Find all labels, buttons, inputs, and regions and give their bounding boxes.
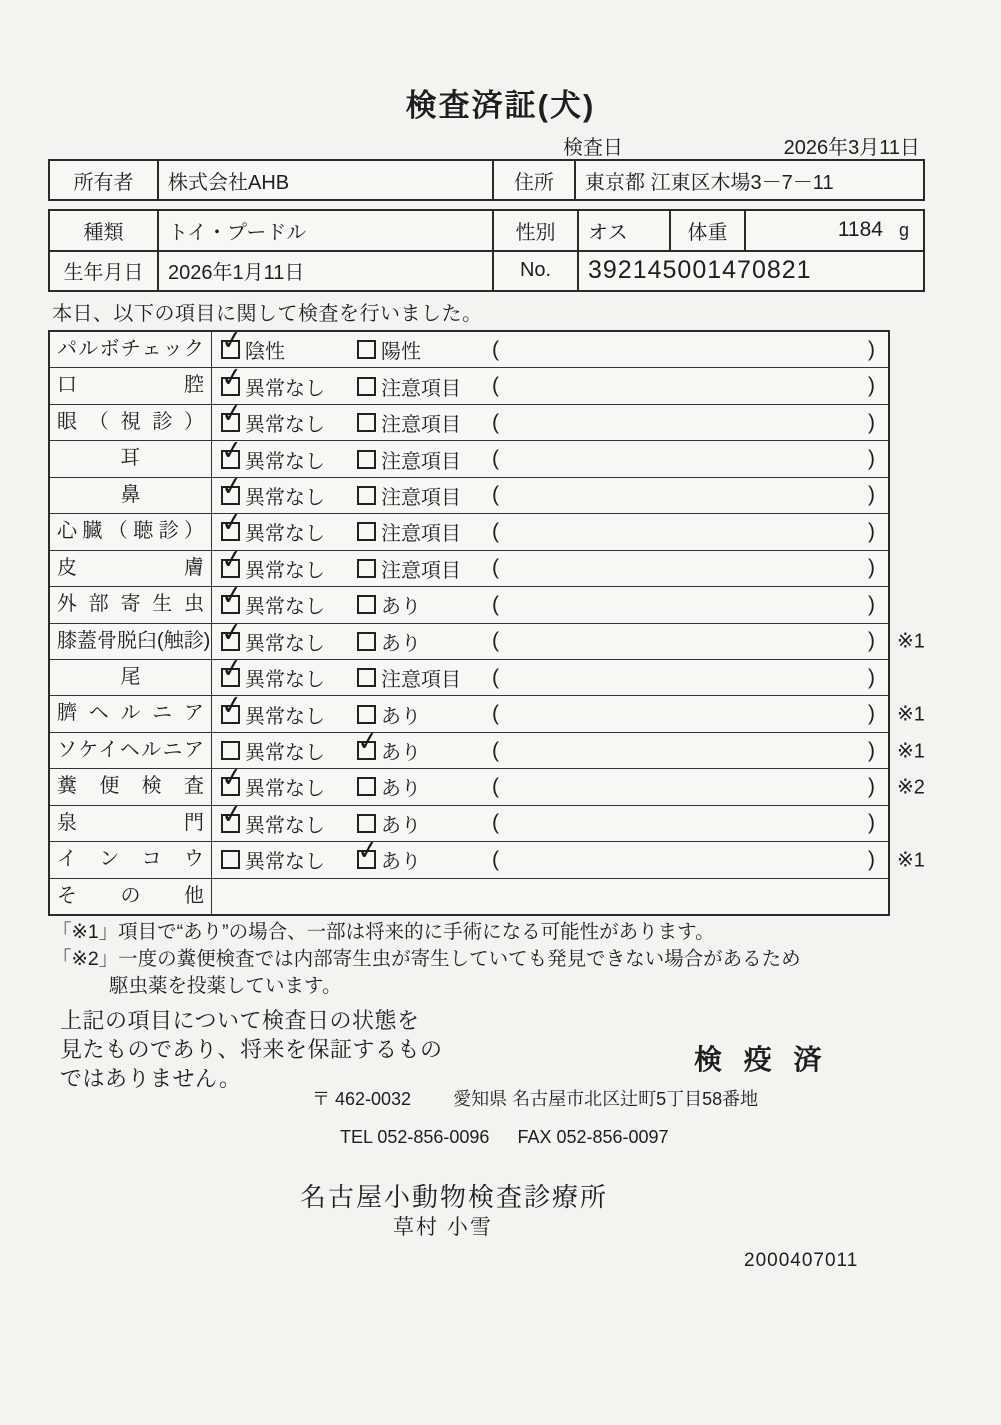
option-2-label: 注意項目: [381, 669, 461, 692]
checkbox-icon: [219, 469, 245, 505]
no-value: 392145001470821: [577, 252, 923, 291]
checklist-item-label: ソケイヘルニア: [50, 733, 212, 768]
option-2: [357, 445, 461, 474]
footnote-mark: ※1: [897, 630, 925, 653]
paren-open: (: [492, 702, 499, 726]
paren-close: ): [868, 519, 875, 543]
option-1-label: 異常なし: [245, 778, 325, 801]
owner-label: 所有者: [73, 171, 134, 194]
paren-open: (: [492, 337, 499, 361]
checklist-options: [212, 396, 888, 440]
option-1: [219, 797, 357, 838]
checkbox-icon: [219, 433, 245, 469]
checkmark-icon: ✓: [219, 323, 245, 357]
checkbox-icon: [357, 450, 376, 469]
paren-open: (: [492, 556, 499, 580]
paren-close: ): [868, 738, 875, 762]
checkbox-icon: [355, 724, 381, 760]
option-1: [219, 578, 357, 619]
checklist-options: [212, 578, 888, 622]
checklist-row: [50, 833, 925, 877]
option-1-label: 異常なし: [245, 486, 325, 509]
option-2-label: 陽性: [381, 341, 421, 364]
paren-close: ): [868, 592, 875, 616]
postal-code: 〒 462-0032: [312, 1089, 412, 1109]
option-1: [219, 761, 357, 801]
checkbox-icon: [357, 777, 376, 796]
paren-open: (: [492, 447, 499, 471]
option-1: [219, 433, 357, 474]
option-2-label: あり: [381, 632, 421, 655]
option-2-label: 注意項目: [381, 377, 461, 400]
checkbox-icon: [219, 360, 245, 396]
option-1-label: 異常なし: [245, 742, 325, 765]
checklist-row: [50, 724, 925, 768]
checklist-row: [50, 878, 888, 914]
checklist-row: [50, 797, 888, 841]
option-1-label: 異常なし: [245, 377, 325, 400]
checkbox-icon: [357, 486, 376, 505]
paren-open: (: [492, 847, 499, 871]
checkmark-icon: ✓: [219, 651, 245, 685]
checklist-row: [50, 433, 888, 476]
checkmark-icon: ✓: [219, 761, 245, 794]
checklist-options: [212, 688, 888, 731]
checklist-item-label: 口腔: [50, 368, 212, 403]
footnote-mark: ※2: [897, 776, 925, 799]
option-1-label: 異常なし: [245, 414, 325, 437]
checkbox-icon: [219, 797, 245, 833]
birth-row: [50, 250, 923, 291]
footnotes: [52, 919, 801, 1000]
checkbox-icon: [221, 850, 240, 869]
checkmark-icon: ✓: [219, 360, 245, 394]
option-2-label: 注意項目: [381, 523, 461, 546]
option-1: [219, 688, 357, 729]
checklist-item-label: 臍ヘルニア: [50, 696, 212, 731]
option-1: [219, 323, 357, 364]
option-2: [357, 372, 461, 401]
paren-open: (: [492, 774, 499, 798]
checkbox-icon: [219, 615, 245, 651]
checkmark-icon: ✓: [219, 797, 245, 831]
no-label: No.: [492, 252, 577, 291]
option-2: [357, 590, 421, 619]
checklist-options: [212, 433, 888, 476]
checkbox-icon: [357, 377, 376, 396]
weight-cell: [744, 211, 923, 250]
disclaimer-line-1: 上記の項目について検査日の状態を: [60, 1008, 420, 1033]
checkbox-icon: [219, 651, 245, 687]
address-value: 東京都 江東区木場3－7－11: [574, 161, 923, 199]
veterinarian-name: 草村 小雪: [393, 1216, 493, 1239]
option-1-label: 異常なし: [245, 814, 325, 837]
option-2: [357, 517, 461, 546]
checkbox-icon: [219, 578, 245, 614]
option-2: [355, 724, 421, 765]
checklist-row: [50, 615, 925, 659]
option-1: [219, 615, 357, 656]
option-1: [219, 396, 357, 437]
option-1: [219, 469, 357, 510]
clinic-address: 愛知県 名古屋市北区辻町5丁目58番地: [453, 1089, 759, 1109]
paren-open: (: [492, 629, 499, 653]
paren-open: (: [492, 410, 499, 434]
option-1: [219, 506, 357, 546]
paren-close: ): [868, 410, 875, 434]
paren-close: ): [868, 702, 875, 726]
checkbox-icon: [219, 542, 245, 578]
breed-value: トイ・プードル: [157, 211, 492, 250]
paren-open: (: [492, 738, 499, 762]
paren-close: ): [868, 556, 875, 580]
option-2: [357, 627, 421, 656]
checkbox-icon: [219, 323, 245, 359]
option-2: [355, 833, 421, 874]
animal-table: [48, 209, 925, 292]
disclaimer-line-3: ではありません。: [60, 1066, 242, 1091]
owner-row: [50, 161, 923, 199]
option-1-label: 異常なし: [245, 450, 325, 473]
paren-close: ): [868, 447, 875, 471]
checkbox-icon: [357, 559, 376, 578]
checkmark-icon: ✓: [355, 833, 381, 867]
checklist-row: [50, 360, 888, 403]
paren-close: ): [868, 483, 875, 507]
checklist-item-label: 尾: [50, 660, 212, 695]
checklist-item-label: インコウ: [50, 842, 212, 877]
checkbox-icon: [219, 506, 245, 541]
clinic-name: 名古屋小動物検査診療所: [300, 1182, 609, 1212]
footnote-mark: ※1: [897, 740, 925, 763]
checkmark-icon: ✓: [219, 433, 245, 466]
checkbox-icon: [357, 632, 376, 651]
checkmark-icon: ✓: [219, 542, 245, 576]
checkbox-icon: [221, 741, 240, 760]
clinic-contact-row: [340, 1127, 669, 1148]
option-2: [357, 481, 461, 510]
checkbox-icon: [357, 595, 376, 614]
footnote-mark: ※1: [897, 703, 925, 726]
checklist-row: [50, 542, 888, 586]
option-2-label: 注意項目: [381, 414, 461, 437]
option-1-label: 異常なし: [245, 851, 325, 874]
paren-close: ): [868, 629, 875, 653]
weight-label: 体重: [669, 211, 744, 250]
birth-value: 2026年1月11日: [157, 252, 492, 291]
inspection-date-value: 2026年3月11日: [783, 137, 920, 159]
checklist-options: [212, 879, 888, 914]
option-2: [357, 663, 461, 692]
checkbox-icon: [357, 668, 376, 687]
option-1-label: 異常なし: [245, 596, 325, 619]
option-2-label: あり: [381, 851, 421, 874]
checkbox-icon: [219, 688, 245, 724]
checklist-row: [50, 761, 925, 804]
paren-close: ): [868, 847, 875, 871]
checklist-row: [50, 578, 888, 622]
option-2-label: あり: [381, 742, 421, 765]
checklist-options: [212, 506, 888, 549]
checklist-options: [212, 615, 888, 659]
checkbox-icon: [357, 814, 376, 833]
paren-open: (: [492, 592, 499, 616]
checklist-row: [50, 651, 888, 695]
checkbox-icon: [357, 413, 376, 432]
checklist-item-label: 外部寄生虫: [50, 587, 212, 622]
owner-name: 株式会社AHB: [157, 161, 492, 199]
option-2: [357, 408, 461, 437]
clinic-fax: FAX 052-856-0097: [517, 1127, 669, 1147]
option-2-label: あり: [381, 596, 421, 619]
option-2-label: 注意項目: [381, 450, 461, 473]
clinic-address-row: [312, 1085, 758, 1111]
disclaimer-line-2: 見たものであり、将来を保証するもの: [60, 1037, 443, 1062]
option-2-label: あり: [381, 705, 421, 728]
option-2: [357, 772, 421, 801]
paren-close: ): [868, 665, 875, 689]
checklist-item-label: 鼻: [50, 478, 212, 513]
checkmark-icon: ✓: [219, 506, 245, 539]
option-1-label: 異常なし: [245, 669, 325, 692]
weight-value: 1184: [837, 218, 883, 242]
paren-open: (: [492, 483, 499, 507]
page-title: 検査済証(犬): [405, 88, 596, 123]
checkbox-icon: [355, 833, 381, 869]
checklist-options: [212, 833, 888, 877]
checklist-item-label: 皮膚: [50, 551, 212, 586]
breed-row: [50, 211, 923, 250]
checklist-table: [48, 323, 925, 916]
paren-open: (: [492, 519, 499, 543]
checklist-row: [50, 396, 888, 440]
option-1: [219, 360, 357, 401]
checklist-item-label: 糞便検査: [50, 769, 212, 804]
checklist-item-label: 心臓（聴診）: [50, 514, 212, 549]
checkmark-icon: ✓: [219, 615, 245, 649]
option-1: [221, 845, 357, 874]
checkbox-icon: [219, 396, 245, 432]
serial-number: 2000407011: [744, 1250, 859, 1271]
option-1-label: 異常なし: [245, 632, 325, 655]
footnote-2-continued: 駆虫薬を投薬しています。: [109, 975, 342, 997]
option-2-label: 注意項目: [381, 486, 461, 509]
paren-close: ): [868, 774, 875, 798]
option-1-label: 陰性: [245, 341, 285, 364]
checkmark-icon: ✓: [355, 724, 381, 758]
checkmark-icon: ✓: [219, 469, 245, 503]
checklist-row: [50, 469, 888, 513]
address-label: 住所: [492, 161, 574, 199]
checklist-options: [212, 724, 888, 768]
option-1: [221, 736, 357, 765]
checkbox-icon: [357, 522, 376, 541]
checklist-row: [50, 323, 888, 367]
checklist-item-label: 泉門: [50, 806, 212, 841]
checkmark-icon: ✓: [219, 396, 245, 430]
birth-label: 生年月日: [63, 262, 144, 285]
footnote-mark: ※1: [897, 849, 925, 872]
paren-open: (: [492, 811, 499, 835]
footnote-1: 「※1」項目で“あり”の場合、一部は将来的に手術になる可能性があります。: [52, 921, 715, 943]
sex-label: 性別: [492, 211, 577, 250]
checkmark-icon: ✓: [219, 688, 245, 721]
checklist-item-label: 耳: [50, 441, 212, 476]
checklist-options: [212, 469, 888, 513]
option-1: [219, 651, 357, 692]
breed-label: 種類: [83, 221, 124, 244]
checkbox-icon: [357, 340, 376, 359]
footnote-2: 「※2」一度の糞便検査では内部寄生虫が寄生していても発見できない場合があるため: [52, 948, 801, 970]
checklist-options: [212, 360, 888, 403]
paren-open: (: [492, 374, 499, 398]
clinic-tel: TEL 052-856-0096: [340, 1127, 490, 1147]
option-1-label: 異常なし: [245, 559, 325, 582]
paren-close: ): [868, 374, 875, 398]
checklist-options: [212, 761, 888, 804]
checklist-item-label: その他: [50, 879, 212, 914]
sex-value: オス: [577, 211, 669, 250]
checkbox-icon: [357, 705, 376, 724]
checklist-options: [212, 542, 888, 586]
option-2-label: あり: [381, 778, 421, 801]
checklist-row: [50, 506, 888, 549]
option-1-label: 異常なし: [245, 705, 325, 728]
checklist-item-label: 眼（視診）: [50, 405, 212, 440]
option-2-label: 注意項目: [381, 559, 461, 582]
checklist-options: [212, 323, 888, 367]
paren-open: (: [492, 665, 499, 689]
disclaimer: [60, 1006, 443, 1093]
checkmark-icon: ✓: [219, 578, 245, 612]
option-2: [357, 335, 421, 364]
option-2-label: あり: [381, 814, 421, 837]
inspection-date-row: [490, 131, 925, 160]
owner-table: [48, 159, 925, 201]
option-2: [357, 554, 461, 583]
checklist-options: [212, 797, 888, 841]
checklist-item-label: 膝蓋骨脱臼(触診): [50, 624, 212, 659]
weight-unit: g: [898, 219, 909, 240]
checklist-options: [212, 651, 888, 695]
option-2: [357, 700, 421, 729]
option-2: [357, 809, 421, 838]
quarantine-stamp: 検 疫 済: [694, 1044, 829, 1075]
inspection-date-label: 検査日: [563, 137, 623, 159]
paren-close: ): [868, 337, 875, 361]
checkbox-icon: [219, 761, 245, 796]
checklist-row: [50, 688, 925, 731]
checklist-item-label: パルボチェック: [50, 332, 212, 367]
intro-text: 本日、以下の項目に関して検査を行いました。: [52, 303, 483, 325]
option-1-label: 異常なし: [245, 523, 325, 546]
option-1: [219, 542, 357, 583]
paren-close: ): [868, 811, 875, 835]
